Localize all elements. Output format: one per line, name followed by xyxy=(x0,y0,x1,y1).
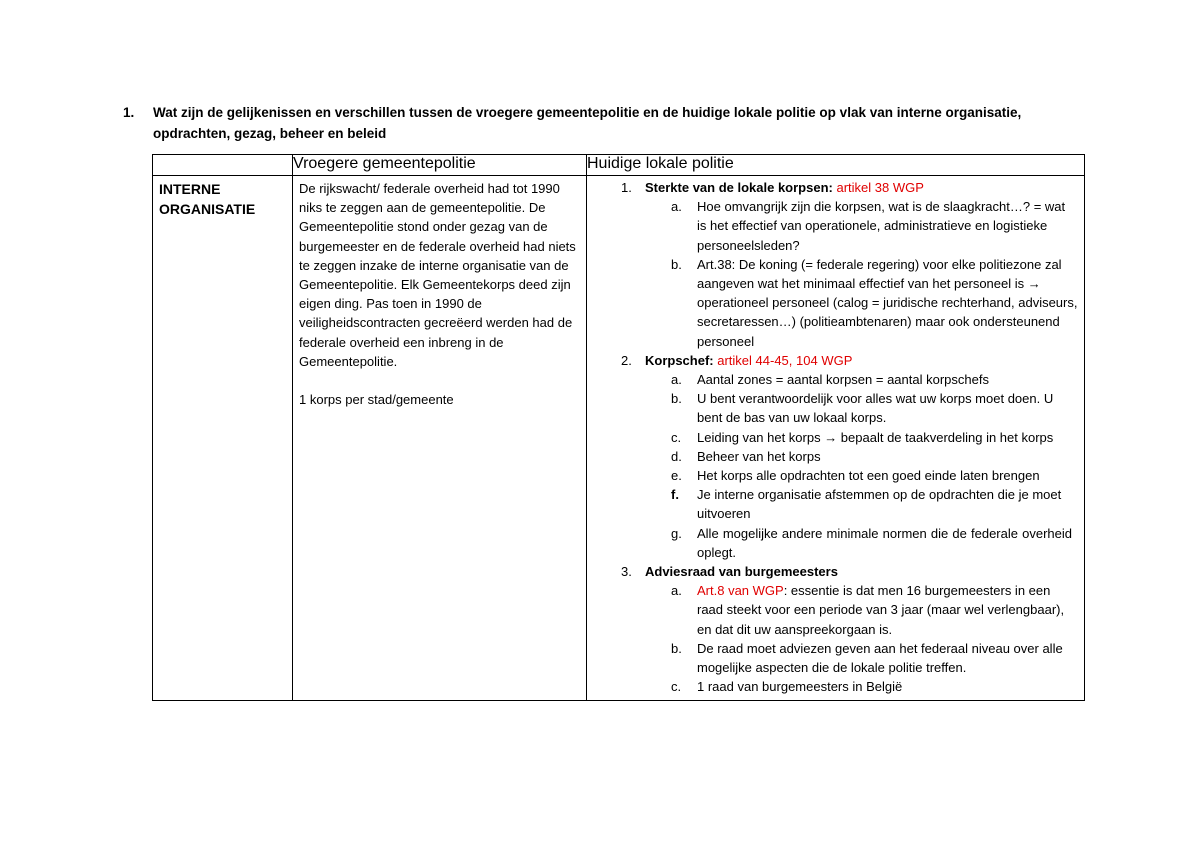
item-letter: f. xyxy=(671,487,679,503)
header-old-police: Vroegere gemeentepolitie xyxy=(293,155,587,176)
item-text: Hoe omvangrijk zijn die korpsen, wat is de slaagkracht…? = wat is het effectief van operationele, administratieve en logistieke personeelsleden? xyxy=(697,199,1066,253)
item-letter: b. xyxy=(671,640,682,656)
item-letter: d. xyxy=(671,448,682,464)
header-new-police: Huidige lokale politie xyxy=(587,155,1085,176)
item-letter: g. xyxy=(671,525,682,541)
item-text: Aantal zones = aantal korpsen = aantal korpschefs xyxy=(697,372,989,388)
list-item xyxy=(593,639,1078,677)
section-reference: artikel 44-45, 104 WGP xyxy=(717,352,853,368)
item-text: Art.38: De koning (= federale regering) voor elke politiezone zal aangeven wat het minimaal effectief van het personeel is → operationeel personeel (calog = juridische rechterhand, adviseurs, secretaressen…) (politieambtenaren) maar ook ondersteunend personeel xyxy=(697,256,1078,349)
old-police-note: 1 korps per stad/gemeente xyxy=(299,392,454,408)
table-header-row xyxy=(153,155,1085,176)
header-empty-cell xyxy=(153,155,293,176)
section-title: Korpschef: xyxy=(645,352,714,368)
question-text: Wat zijn de gelijkenissen en verschillen tussen de vroegere gemeentepolitie en de huidige lokale politie op vlak van interne organisatie, opdrachten, gezag, beheer en beleid xyxy=(153,105,1022,141)
item-text: U bent verantwoordelijk voor alles wat uw korps moet doen. U bent de bas van uw lokaal korps. xyxy=(697,391,1054,426)
item-letter: c. xyxy=(671,679,682,695)
section-number: 3. xyxy=(621,564,632,580)
section-heading xyxy=(593,351,1078,370)
item-text: : essentie is dat men 16 burgemeesters in een raad steekt voor een periode van 3 jaar (maar wel verlengbaar), en dat dit uw aanspreekorgaan is. xyxy=(697,583,1065,637)
section-number: 2. xyxy=(621,352,632,368)
old-police-cell xyxy=(293,176,587,701)
section-title: Sterkte van de lokale korpsen: xyxy=(645,180,833,195)
item-letter: a. xyxy=(671,372,682,388)
section-heading xyxy=(593,178,1078,197)
item-text: Je interne organisatie afstemmen op de opdrachten die je moet uitvoeren xyxy=(697,487,1062,522)
list-item xyxy=(593,677,1078,696)
list-item xyxy=(593,485,1078,523)
row-label: INTERNE ORGANISATIE xyxy=(153,176,293,701)
list-item xyxy=(593,370,1078,389)
item-letter: a. xyxy=(671,199,682,215)
item-letter: b. xyxy=(671,256,682,272)
item-text: Alle mogelijke andere minimale normen die de federale overheid oplegt. xyxy=(697,525,1072,560)
item-text: Beheer van het korps xyxy=(697,448,821,464)
section-number: 1. xyxy=(621,180,632,195)
section-reference: artikel 38 WGP xyxy=(836,180,924,195)
section-heading xyxy=(593,562,1078,581)
item-text: Leiding van het korps → bepaalt de taakverdeling in het korps xyxy=(697,429,1054,445)
list-item xyxy=(593,197,1078,255)
list-item xyxy=(593,428,1078,447)
old-police-text: De rijkswacht/ federale overheid had tot 1990 niks te zeggen aan de gemeentepolitie. De Gemeentepolitie stond onder gezag van de burgemeester en de federale overheid had niets te zeggen inzake de interne organisatie van de Gemeentepolitie. Elk Gemeentekorps deed zijn eigen ding. Pas toen in 1990 de veiligheidscontracten gecreëerd werden had de federale overheid een inbreng in de Gemeentepolitie. xyxy=(299,181,576,369)
list-item xyxy=(593,581,1078,639)
item-text: Het korps alle opdrachten tot een goed einde laten brengen xyxy=(697,468,1040,484)
item-letter: a. xyxy=(671,583,682,599)
question-heading xyxy=(123,102,1053,144)
list-item xyxy=(593,447,1078,466)
item-text: 1 raad van burgemeesters in België xyxy=(697,679,903,695)
section-title: Adviesraad van burgemeesters xyxy=(645,564,838,580)
table-row xyxy=(153,176,1085,701)
list-item xyxy=(593,389,1078,427)
item-letter: c. xyxy=(671,429,682,445)
comparison-table xyxy=(152,154,1085,701)
item-text: De raad moet adviezen geven aan het federaal niveau over alle mogelijke aspecten die de lokale politie treffen. xyxy=(697,640,1063,676)
item-letter: e. xyxy=(671,468,682,484)
question-number: 1. xyxy=(123,105,135,120)
item-letter: b. xyxy=(671,391,682,407)
new-police-cell xyxy=(587,176,1085,701)
list-item xyxy=(593,255,1078,351)
item-reference: Art.8 van WGP xyxy=(697,583,784,599)
list-item xyxy=(593,524,1078,562)
list-item xyxy=(593,466,1078,485)
